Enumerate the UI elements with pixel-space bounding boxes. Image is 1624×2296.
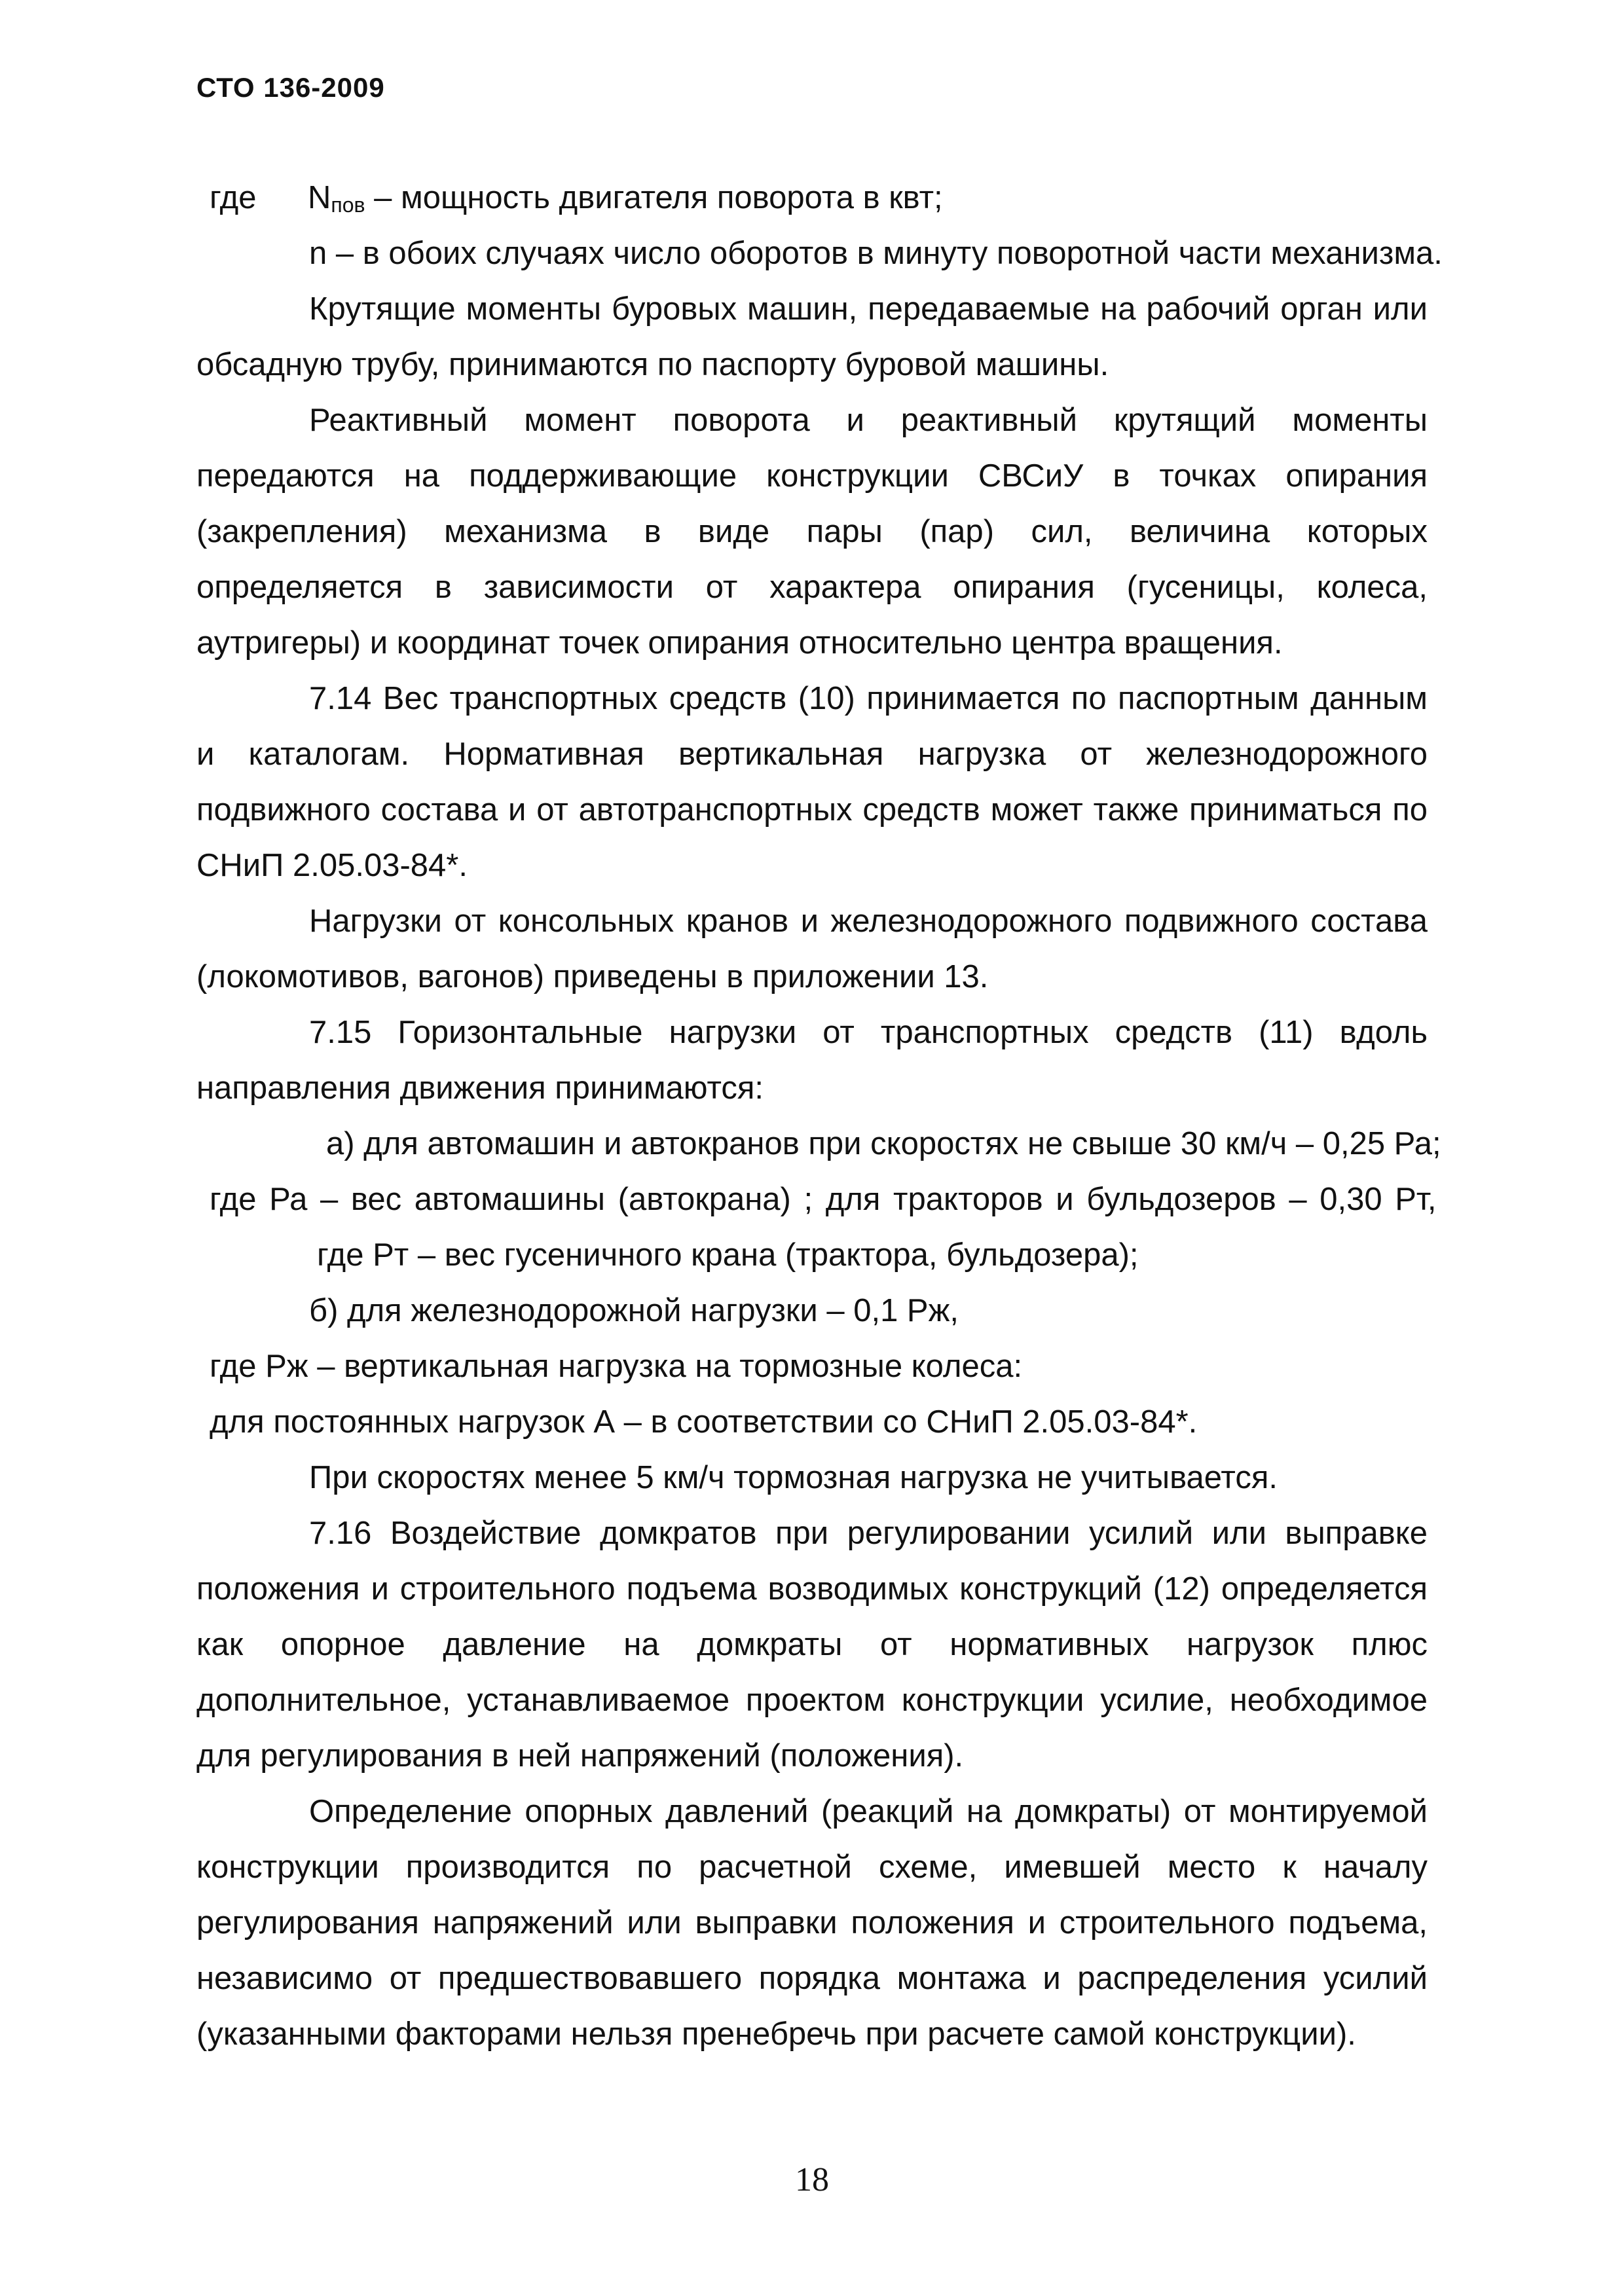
- body-line: независимо от предшествовавшего порядка монтажа и распределения усилий: [196, 1961, 1428, 1996]
- body-line: Определение опорных давлений (реакций на домкраты) от монтируемой: [309, 1794, 1428, 1829]
- page-number: 18: [795, 2161, 829, 2198]
- body-line: конструкции производится по расчетной схеме, имевшей место к началу: [196, 1850, 1428, 1885]
- item-a: а) для автомашин и автокранов при скоростях не свыше 30 км/ч – 0,25 Ра;: [326, 1126, 1441, 1161]
- body-line: Нагрузки от консольных кранов и железнодорожного подвижного состава: [309, 903, 1428, 939]
- body-line: СНиП 2.05.03-84*.: [196, 848, 468, 883]
- body-line: обсадную трубу, принимаются по паспорту буровой машины.: [196, 347, 1109, 382]
- body-line: передаются на поддерживающие конструкции СВСиУ в точках опирания: [196, 458, 1428, 494]
- body-line: где Рж – вертикальная нагрузка на тормозные колеса:: [210, 1349, 1023, 1384]
- body-line: подвижного состава и от автотранспортных средств может также приниматься по: [196, 792, 1428, 828]
- body-line: (закрепления) механизма в виде пары (пар) сил, величина которых: [196, 514, 1428, 549]
- body-line: где Ра – вес автомашины (автокрана) ; для тракторов и бульдозеров – 0,30 Рт,: [210, 1182, 1437, 1217]
- n-pov-text: – мощность двигателя поворота в квт;: [374, 180, 943, 215]
- n-pov-subscript: пов: [331, 193, 365, 217]
- body-line: для регулирования в ней напряжений (положения).: [196, 1738, 964, 1774]
- body-line: Крутящие моменты буровых машин, передаваемые на рабочий орган или: [309, 291, 1428, 327]
- clause-7-16: 7.16 Воздействие домкратов при регулировании усилий или выправке: [309, 1516, 1428, 1551]
- clause-7-15: 7.15 Горизонтальные нагрузки от транспортных средств (11) вдоль: [309, 1015, 1428, 1050]
- body-line: и каталогам. Нормативная вертикальная нагрузка от железнодорожного: [196, 737, 1428, 772]
- body-line: (указанными факторами нельзя пренебречь при расчете самой конструкции).: [196, 2016, 1356, 2052]
- n-definition: n – в обоих случаях число оборотов в минуту поворотной части механизма.: [309, 236, 1443, 271]
- body-line: При скоростях менее 5 км/ч тормозная нагрузка не учитывается.: [309, 1460, 1278, 1495]
- body-line: регулирования напряжений или выправки положения и строительного подъема,: [196, 1905, 1428, 1941]
- body-line: дополнительное, устанавливаемое проектом конструкции усилие, необходимое: [196, 1683, 1428, 1718]
- clause-7-14: 7.14 Вес транспортных средств (10) принимается по паспортным данным: [309, 681, 1428, 716]
- body-line: где Рт – вес гусеничного крана (трактора, бульдозера);: [317, 1237, 1139, 1273]
- body-line: как опорное давление на домкраты от нормативных нагрузок плюс: [196, 1627, 1428, 1662]
- n-pov-definition: [308, 178, 943, 221]
- item-b: б) для железнодорожной нагрузки – 0,1 Рж,: [309, 1293, 959, 1328]
- document-code: СТО 136-2009: [196, 72, 385, 103]
- body-line: положения и строительного подъема возводимых конструкций (12) определяется: [196, 1571, 1428, 1607]
- body-line: Реактивный момент поворота и реактивный крутящий моменты: [309, 403, 1428, 438]
- body-line: направления движения принимаются:: [196, 1070, 764, 1106]
- body-line: для постоянных нагрузок А – в соответствии со СНиП 2.05.03-84*.: [210, 1404, 1198, 1440]
- body-line: (локомотивов, вагонов) приведены в приложении 13.: [196, 959, 989, 994]
- where-label: где: [210, 180, 257, 215]
- n-pov-symbol: N: [308, 180, 331, 215]
- body-line: аутригеры) и координат точек опирания относительно центра вращения.: [196, 625, 1283, 661]
- body-line: определяется в зависимости от характера опирания (гусеницы, колеса,: [196, 570, 1428, 605]
